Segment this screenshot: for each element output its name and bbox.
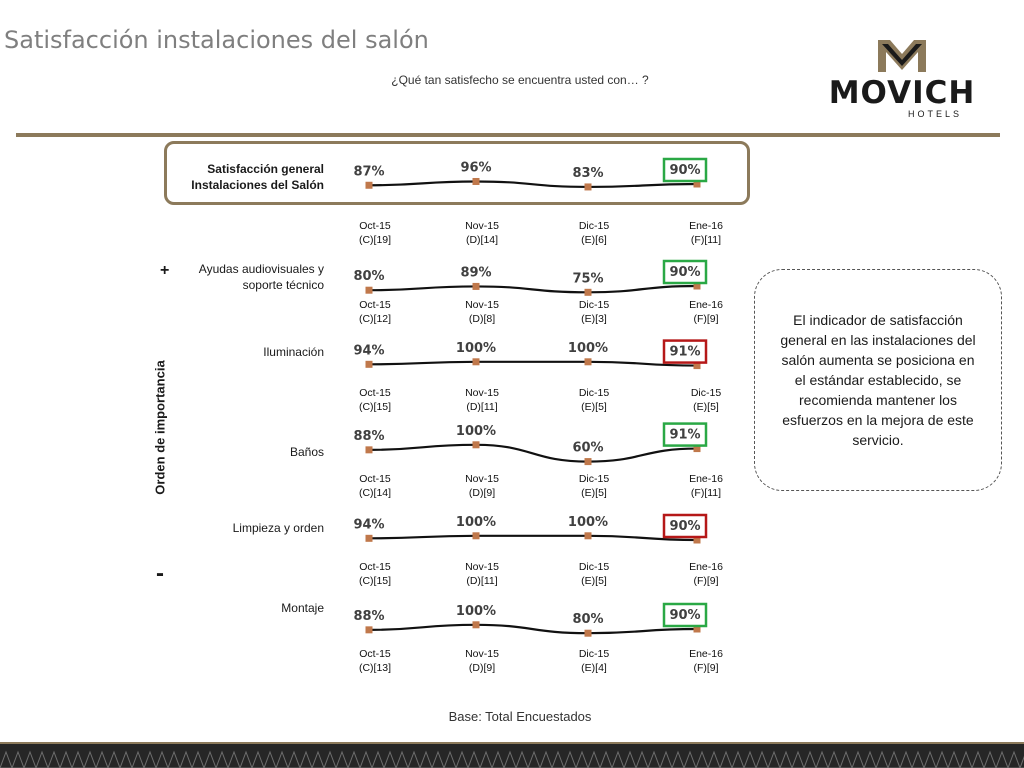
tick-base-label: (E)[5]	[581, 401, 607, 413]
footer-triangle	[444, 752, 456, 768]
footer-triangle	[12, 752, 24, 768]
footer-triangle	[120, 752, 132, 768]
footer-triangle	[228, 752, 240, 768]
tick-base-label: (D)[9]	[468, 487, 496, 499]
data-point	[473, 621, 480, 628]
footer-triangle	[72, 752, 84, 768]
tick-base-label: (E)[5]	[581, 487, 607, 499]
series-line	[369, 362, 697, 366]
data-point	[473, 358, 480, 365]
footer-triangle	[708, 752, 720, 768]
base-note: Base: Total Encuestados	[448, 709, 592, 724]
data-label: 100%	[455, 423, 497, 439]
tick-base-label: (C)[13]	[358, 662, 392, 674]
data-point	[585, 458, 592, 465]
footer-triangle	[300, 752, 312, 768]
footer-triangle	[660, 752, 672, 768]
tick-label: Ene-16	[689, 220, 723, 232]
tick-base-label: (F)[11]	[690, 234, 722, 246]
footer-triangle	[972, 752, 984, 768]
footer-triangle	[432, 752, 444, 768]
footer-triangle	[684, 752, 696, 768]
footer-triangle	[888, 752, 900, 768]
footer-triangle	[780, 752, 792, 768]
row-label-line: soporte técnico	[242, 278, 324, 292]
data-label: 89%	[460, 265, 492, 281]
tick-base-label: (C)[15]	[358, 401, 392, 413]
data-point	[366, 182, 373, 189]
footer-triangle	[840, 752, 852, 768]
tick-label: Ene-16	[689, 561, 723, 573]
tick-label: Nov-15	[465, 220, 499, 232]
footer-triangle	[552, 752, 564, 768]
tick-label: Oct-15	[359, 220, 391, 232]
data-point	[366, 535, 373, 542]
footer-triangle	[96, 752, 108, 768]
tick-base-label: (D)[11]	[466, 401, 498, 413]
conclusion-text: El indicador de satisfacción general en las instalaciones del salón aumenta se posiciona en el estándar establecido, se recomienda mantener los esfuerzos en la mejora de este servicio.	[780, 312, 976, 448]
footer-triangle	[600, 752, 612, 768]
row-label-line: Baños	[289, 445, 324, 459]
tick-label: Dic-15	[578, 299, 610, 311]
data-label: 100%	[455, 514, 497, 530]
data-point	[366, 446, 373, 453]
footer-triangle	[864, 752, 876, 768]
tick-label: Nov-15	[465, 387, 499, 399]
tick-base-label: (E)[5]	[581, 575, 607, 587]
data-label: 87%	[353, 164, 385, 180]
footer-triangle	[264, 752, 276, 768]
footer-triangle	[720, 752, 732, 768]
data-point	[473, 178, 480, 185]
footer-triangle	[168, 752, 180, 768]
tick-base-label: (F)[9]	[693, 575, 719, 587]
footer-triangle	[132, 752, 144, 768]
footer-triangle	[984, 752, 996, 768]
footer-triangle	[672, 752, 684, 768]
footer-triangle	[588, 752, 600, 768]
row-label-line: Satisfacción general	[207, 162, 324, 176]
footer-triangle	[48, 752, 60, 768]
data-point	[366, 626, 373, 633]
footer-triangle	[792, 752, 804, 768]
footer-triangle	[312, 752, 324, 768]
data-label: 94%	[353, 343, 385, 359]
footer-triangle	[288, 752, 300, 768]
footer-triangle	[348, 752, 360, 768]
footer-triangle	[816, 752, 828, 768]
footer-triangle	[372, 752, 384, 768]
data-label: 90%	[669, 519, 701, 534]
footer-triangle	[24, 752, 36, 768]
data-label: 100%	[455, 603, 497, 619]
importance-plus-sign: +	[160, 262, 170, 279]
page-title: Satisfacción instalaciones del salón	[4, 26, 429, 54]
tick-base-label: (E)[6]	[581, 234, 607, 246]
footer-triangle	[900, 752, 912, 768]
tick-base-label: (D)[14]	[465, 234, 499, 246]
data-label: 83%	[572, 165, 604, 181]
data-label: 100%	[455, 340, 497, 356]
footer-triangle	[180, 752, 192, 768]
row-label-line: Limpieza y orden	[232, 521, 324, 535]
tick-base-label: (D)[9]	[468, 662, 496, 674]
data-point	[366, 361, 373, 368]
tick-base-label: (F)[9]	[693, 313, 719, 325]
tick-label: Dic-15	[578, 473, 610, 485]
footer-triangle	[696, 752, 708, 768]
tick-label: Oct-15	[359, 473, 391, 485]
footer-triangle	[456, 752, 468, 768]
footer-triangle	[960, 752, 972, 768]
tick-label: Dic-15	[578, 220, 610, 232]
data-label: 94%	[353, 517, 385, 533]
footer-triangle	[204, 752, 216, 768]
data-label: 91%	[669, 344, 701, 360]
footer-triangle	[468, 752, 480, 768]
data-label: 80%	[353, 269, 385, 285]
series-line	[369, 445, 697, 462]
footer-triangle	[60, 752, 72, 768]
footer-triangle	[0, 752, 12, 768]
tick-label: Nov-15	[465, 648, 499, 660]
tick-label: Ene-16	[689, 473, 723, 485]
footer-triangle	[828, 752, 840, 768]
tick-label: Oct-15	[359, 387, 391, 399]
data-label: 60%	[572, 440, 604, 456]
footer-triangle	[492, 752, 504, 768]
footer-triangle	[564, 752, 576, 768]
tick-label: Dic-15	[578, 648, 610, 660]
series-line	[369, 536, 697, 540]
data-point	[473, 532, 480, 539]
tick-base-label: (D)[8]	[468, 313, 496, 325]
tick-base-label: (F)[9]	[693, 662, 719, 674]
footer-triangle	[648, 752, 660, 768]
row-label-line: Instalaciones del Salón	[191, 178, 324, 192]
data-label: 75%	[572, 271, 604, 287]
tick-base-label: (D)[11]	[466, 575, 498, 587]
footer-triangle	[852, 752, 864, 768]
data-point	[473, 283, 480, 290]
data-label: 91%	[669, 427, 701, 443]
data-label: 96%	[460, 160, 492, 176]
footer-triangle	[804, 752, 816, 768]
footer-triangle	[624, 752, 636, 768]
footer-triangle	[384, 752, 396, 768]
footer-triangle	[408, 752, 420, 768]
tick-base-label: (C)[19]	[358, 234, 392, 246]
data-point	[585, 289, 592, 296]
tick-base-label: (C)[15]	[358, 575, 392, 587]
footer-triangle	[252, 752, 264, 768]
brand-name: MOVICH	[828, 75, 976, 111]
footer-triangle	[744, 752, 756, 768]
data-label: 90%	[669, 163, 701, 178]
footer-triangle	[276, 752, 288, 768]
tick-base-label: (C)[14]	[358, 487, 392, 499]
footer-triangle	[240, 752, 252, 768]
data-point	[585, 358, 592, 365]
data-label: 90%	[669, 608, 701, 623]
data-label: 80%	[572, 612, 604, 628]
tick-label: Oct-15	[359, 299, 391, 311]
tick-label: Oct-15	[359, 648, 391, 660]
data-label: 88%	[353, 608, 385, 624]
tick-label: Dic-15	[690, 387, 722, 399]
data-label: 100%	[567, 340, 609, 356]
tick-label: Ene-16	[689, 648, 723, 660]
footer-triangle	[876, 752, 888, 768]
data-point	[473, 441, 480, 448]
tick-base-label: (E)[5]	[693, 401, 719, 413]
data-label: 90%	[669, 265, 701, 280]
footer-triangle	[216, 752, 228, 768]
footer-triangle	[996, 752, 1008, 768]
tick-label: Nov-15	[465, 299, 499, 311]
footer-triangle	[504, 752, 516, 768]
tick-label: Dic-15	[578, 561, 610, 573]
tick-label: Dic-15	[578, 387, 610, 399]
tick-base-label: (E)[4]	[581, 662, 607, 674]
footer-triangle	[420, 752, 432, 768]
tick-base-label: (C)[12]	[358, 313, 392, 325]
data-point	[585, 183, 592, 190]
importance-axis-label: Orden de importancia	[152, 360, 168, 495]
footer-triangle	[516, 752, 528, 768]
footer-triangle	[612, 752, 624, 768]
data-point	[585, 532, 592, 539]
tick-label: Nov-15	[465, 561, 499, 573]
tick-base-label: (F)[11]	[690, 487, 722, 499]
footer-triangle	[732, 752, 744, 768]
footer-triangle	[108, 752, 120, 768]
footer-triangle	[936, 752, 948, 768]
tick-label: Nov-15	[465, 473, 499, 485]
brand-subtitle: HOTELS	[907, 109, 962, 119]
footer-triangle	[576, 752, 588, 768]
data-label: 100%	[567, 514, 609, 530]
series-line	[369, 625, 697, 633]
data-point	[585, 630, 592, 637]
footer-pattern	[0, 744, 1024, 768]
footer-triangle	[1008, 752, 1020, 768]
footer-triangle	[324, 752, 336, 768]
footer-triangle	[360, 752, 372, 768]
footer-triangle	[192, 752, 204, 768]
footer-triangle	[84, 752, 96, 768]
tick-label: Oct-15	[359, 561, 391, 573]
footer-triangle	[636, 752, 648, 768]
footer-triangle	[144, 752, 156, 768]
data-label: 88%	[353, 428, 385, 444]
row-label-line: Ayudas audiovisuales y	[198, 262, 324, 276]
importance-minus-sign: -	[156, 560, 164, 587]
data-point	[366, 287, 373, 294]
series-line	[369, 286, 697, 292]
footer-triangle	[948, 752, 960, 768]
tick-label: Ene-16	[689, 299, 723, 311]
footer-triangle	[480, 752, 492, 768]
footer-triangle	[156, 752, 168, 768]
footer-triangle	[768, 752, 780, 768]
row-label-line: Montaje	[281, 601, 324, 615]
footer-triangle	[1020, 752, 1024, 768]
conclusion-callout	[754, 269, 1002, 491]
footer-triangle	[756, 752, 768, 768]
footer-triangle	[912, 752, 924, 768]
footer-triangle	[36, 752, 48, 768]
footer-triangle	[396, 752, 408, 768]
survey-question: ¿Qué tan satisfecho se encuentra usted con… ?	[391, 73, 649, 87]
footer-triangle	[924, 752, 936, 768]
footer-triangle	[336, 752, 348, 768]
footer-triangle	[528, 752, 540, 768]
footer-triangle	[540, 752, 552, 768]
series-line	[369, 181, 697, 186]
tick-base-label: (E)[3]	[581, 313, 607, 325]
row-label-line: Iluminación	[263, 345, 324, 359]
